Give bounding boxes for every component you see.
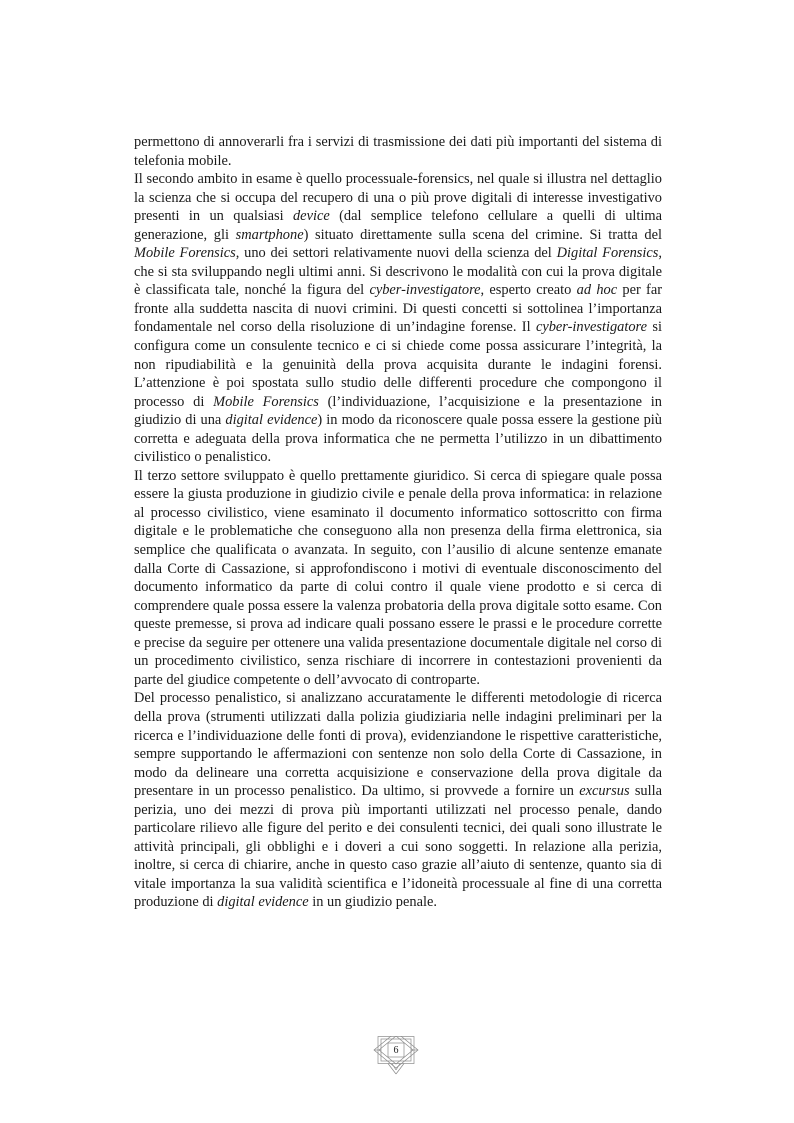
text-run: in un giudizio penale. xyxy=(308,894,437,911)
italic-term: Mobile Forensics xyxy=(213,393,319,410)
paragraph xyxy=(134,170,662,467)
paragraph xyxy=(134,467,662,690)
text-run: per far fronte alla suddetta nascita di nuovi crimini. Di questi concetti si sottolinea l’importanza fondamentale nel corso della risoluzione di un’indagine forense. Il xyxy=(134,282,662,336)
body-text xyxy=(134,133,662,912)
paragraph xyxy=(134,133,662,170)
text-run: (l’individuazione, l’acquisizione e la presentazione in giudizio di una xyxy=(134,393,662,429)
text-run: (dal semplice telefono cellulare a quelli di ultima generazione, gli xyxy=(134,208,663,243)
text-run: si configura come un consulente tecnico e ci si chiede come possa assicurare l’integrità, la non ripudiabilità e la genuinità della prova acquisita durante le indagini forensi. L’attenzione è poi spostata sullo studio delle differenti procedure che compongono il processo di xyxy=(134,319,662,410)
text-run: Del processo penalistico, si analizzano accuratamente le differenti metodologie di ricerca della prova (strumenti utilizzati dalla polizia giudiziaria nelle indagini preliminari per la ricerca e l’individuazione delle fonti di prova), evidenziandone le rispettive caratteristiche, sempre supportando le affermazioni con sentenze non solo della Corte di Cassazione, in modo da delineare una corretta acquisizione e conservazione della prova digitale da presentare in un processo penalistico. Da ultimo, si provvede a fornire un xyxy=(134,690,662,800)
italic-term: ad hoc xyxy=(576,282,618,299)
italic-term: device xyxy=(292,208,330,225)
italic-term: digital evidence xyxy=(217,894,309,911)
italic-term: Mobile Forensics xyxy=(134,245,236,262)
italic-term: smartphone xyxy=(235,226,304,243)
page-number: 6 xyxy=(393,1044,399,1056)
italic-term: digital evidence xyxy=(225,412,318,429)
text-run: ) in modo da riconoscere quale possa essere la gestione più corretta e adeguata della prova informatica che ne permetta l’utilizzo in un dibattimento civilistico o penalistico. xyxy=(134,412,662,466)
text-run: , che si sta sviluppando negli ultimi anni. Si descrivono le modalità con cui la prova digitale è classificata tale, nonché la figura del xyxy=(134,245,663,299)
text-run: sulla perizia, uno dei mezzi di prova più importanti utilizzati nel processo penale, dando particolare rilievo alle figure del perito e dei consulenti tecnici, dei quali sono illustrate le attività principali, gli obblighi e i doveri a cui sono soggetti. In relazione alla perizia, inoltre, si cerca di chiarire, anche in questo caso grazie all’aiuto di sentenze, quanto sia di vitale importanza la sua validità scientifica e l’idoneità processuale al fine di una corretta produzione di xyxy=(134,783,663,911)
text-run: , esperto creato xyxy=(480,282,577,299)
text-run: ) situato direttamente sulla scena del crimine. Si tratta del xyxy=(303,226,663,243)
page-number-ornament xyxy=(366,1036,426,1076)
italic-term: Digital Forensics xyxy=(556,245,659,262)
italic-term: cyber-investigatore xyxy=(369,282,481,299)
text-run: Il terzo settore sviluppato è quello prettamente giuridico. Si cerca di spiegare quale possa essere la giusta produzione in giudizio civile e penale della prova informatica: in relazione al processo civilistico, viene esaminato il documento informatico sottoscritto con firma digitale e le problematiche che conseguono alla non presenza della firma elettronica, sia semplice che qualificata o avanzata. In seguito, con l’ausilio di alcune sentenze emanate dalla Corte di Cassazione, si approfondiscono i motivi di eventuale disconoscimento del documento informatico da parte di colui contro il quale viene prodotto e si cerca di comprendere quale possa essere la valenza probatoria della prova digitale sotto esame. Con queste premesse, si prova ad indicare quali possano essere le prassi e le procedure corrette e precise da seguire per ottenere una valida presentazione documentale digitale nel corso di un procedimento civilistico, senza rischiare di incorrere in contestazioni provenienti da parte del giudice competente o dell’avvocato di controparte. xyxy=(134,467,662,688)
italic-term: cyber-investigatore xyxy=(535,319,648,336)
italic-term: excursus xyxy=(579,783,630,800)
paragraph xyxy=(134,689,662,912)
text-run: Il secondo ambito in esame è quello processuale-forensics, nel quale si illustra nel dettaglio la scienza che si occupa del recupero di una o più prove digitali di interesse investigativo presenti in un qualsiasi xyxy=(134,171,662,225)
text-run: permettono di annoverarli fra i servizi di trasmissione dei dati più importanti del sistema di telefonia mobile. xyxy=(134,134,662,169)
text-run: , uno dei settori relativamente nuovi della scienza del xyxy=(235,245,557,262)
